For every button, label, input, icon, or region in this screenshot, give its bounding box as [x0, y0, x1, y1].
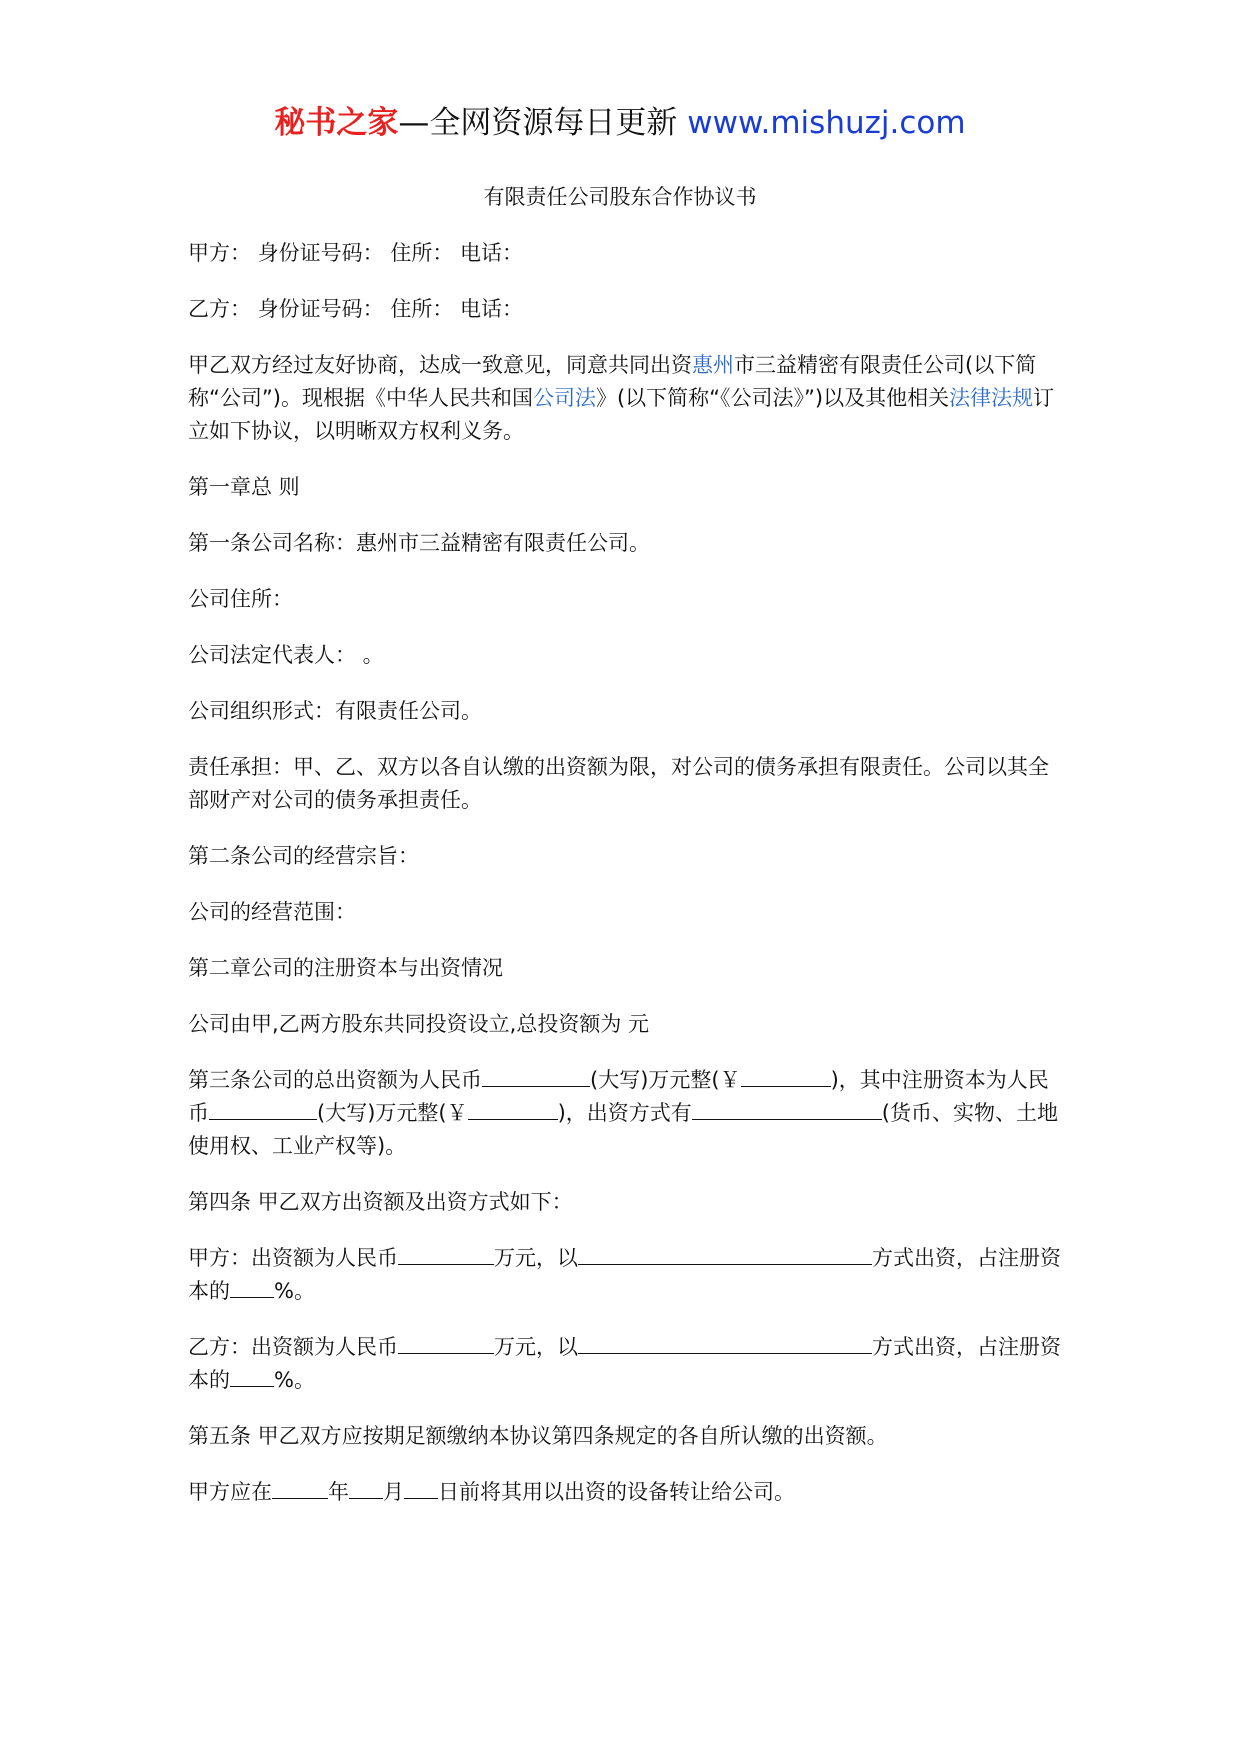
blank-party-b-method[interactable]	[578, 1331, 872, 1354]
contribution-text: 万元，以	[494, 1246, 578, 1270]
link-huizhou[interactable]: 惠州	[692, 353, 734, 377]
company-address: 公司住所：	[188, 587, 293, 611]
blank-party-a-method[interactable]	[578, 1242, 872, 1265]
document-body	[188, 237, 1068, 1532]
intro-text: 市三益精密有限责任公司(以下简称“公司”)。现根据《中华人民共和国	[188, 353, 1037, 410]
article-3-text: (大写)万元整(￥	[590, 1068, 741, 1092]
blank-party-b-amount[interactable]	[398, 1331, 494, 1354]
article-3-text: )，其中注册资本为人民币	[188, 1068, 1049, 1125]
contribution-text: %。	[274, 1368, 315, 1392]
blank-party-b-percent[interactable]	[230, 1364, 274, 1387]
chapter-2-heading: 第二章公司的注册资本与出资情况	[188, 956, 503, 980]
article-1: 第一条公司名称：惠州市三益精密有限责任公司。	[188, 531, 650, 555]
party-b-info: 乙方： 身份证号码： 住所： 电话：	[188, 297, 524, 321]
site-url-link[interactable]: www.mishuzj.com	[687, 105, 966, 141]
article-3-text: (货币、实物、土地使用权、工业产权等)。	[188, 1101, 1058, 1158]
transfer-deadline	[188, 1476, 1068, 1509]
site-tagline: —全网资源每日更新	[398, 105, 688, 141]
link-laws-regulations[interactable]: 法律法规	[949, 386, 1034, 410]
party-b-contribution	[188, 1331, 1068, 1397]
deadline-text: 月	[383, 1480, 404, 1504]
article-3-text: (大写)万元整(￥	[317, 1101, 468, 1125]
organization-form: 公司组织形式：有限责任公司。	[188, 699, 482, 723]
site-header	[0, 100, 1240, 146]
blank-amount-capital[interactable]	[482, 1064, 590, 1087]
business-scope: 公司的经营范围：	[188, 900, 356, 924]
deadline-text: 日前将其用以出资的设备转让给公司。	[438, 1480, 795, 1504]
blank-contribution-method[interactable]	[692, 1097, 882, 1120]
contribution-text: 万元，以	[494, 1335, 578, 1359]
article-3	[188, 1064, 1068, 1163]
article-4: 第四条 甲乙双方出资额及出资方式如下：	[188, 1190, 573, 1214]
blank-amount-yuan[interactable]	[741, 1064, 831, 1087]
intro-text: 》(以下简称“《公司法》”)以及其他相关	[595, 386, 950, 410]
blank-registered-capital[interactable]	[209, 1097, 317, 1120]
contribution-text: 方式出资，占注册资本的	[188, 1335, 1061, 1392]
article-3-text: )，出资方式有	[557, 1101, 692, 1125]
intro-text: 甲乙双方经过友好协商，达成一致意见，同意共同出资	[188, 353, 692, 377]
link-company-law[interactable]: 公司法	[532, 386, 596, 410]
party-a-info: 甲方： 身份证号码： 住所： 电话：	[188, 241, 524, 265]
document-title: 有限责任公司股东合作协议书	[483, 185, 757, 209]
chapter-1-heading: 第一章总 则	[188, 475, 300, 499]
deadline-text: 年	[328, 1480, 349, 1504]
blank-registered-yuan[interactable]	[468, 1097, 558, 1120]
blank-party-a-amount[interactable]	[398, 1242, 494, 1265]
contribution-text: 方式出资，占注册资本的	[188, 1246, 1061, 1303]
contribution-text: 乙方：出资额为人民币	[188, 1335, 398, 1359]
blank-day[interactable]	[404, 1476, 438, 1499]
party-a-contribution	[188, 1242, 1068, 1308]
article-3-text: 第三条公司的总出资额为人民币	[188, 1068, 482, 1092]
article-2: 第二条公司的经营宗旨：	[188, 844, 419, 868]
total-investment: 公司由甲,乙两方股东共同投资设立,总投资额为 元	[188, 1012, 650, 1036]
article-5: 第五条 甲乙双方应按期足额缴纳本协议第四条规定的各自所认缴的出资额。	[188, 1424, 888, 1448]
contribution-text: %。	[274, 1279, 315, 1303]
liability-clause: 责任承担：甲、乙、双方以各自认缴的出资额为限，对公司的债务承担有限责任。公司以其全部财产对公司的债务承担责任。	[188, 755, 1049, 812]
intro-paragraph	[188, 349, 1068, 448]
blank-month[interactable]	[349, 1476, 383, 1499]
blank-year[interactable]	[272, 1476, 328, 1499]
contribution-text: 甲方：出资额为人民币	[188, 1246, 398, 1270]
blank-party-a-percent[interactable]	[230, 1275, 274, 1298]
legal-representative: 公司法定代表人： 。	[188, 643, 384, 667]
site-brand: 秘书之家	[274, 105, 399, 141]
deadline-text: 甲方应在	[188, 1480, 272, 1504]
intro-text: 订立如下协议，以明晰双方权利义务。	[188, 386, 1055, 443]
